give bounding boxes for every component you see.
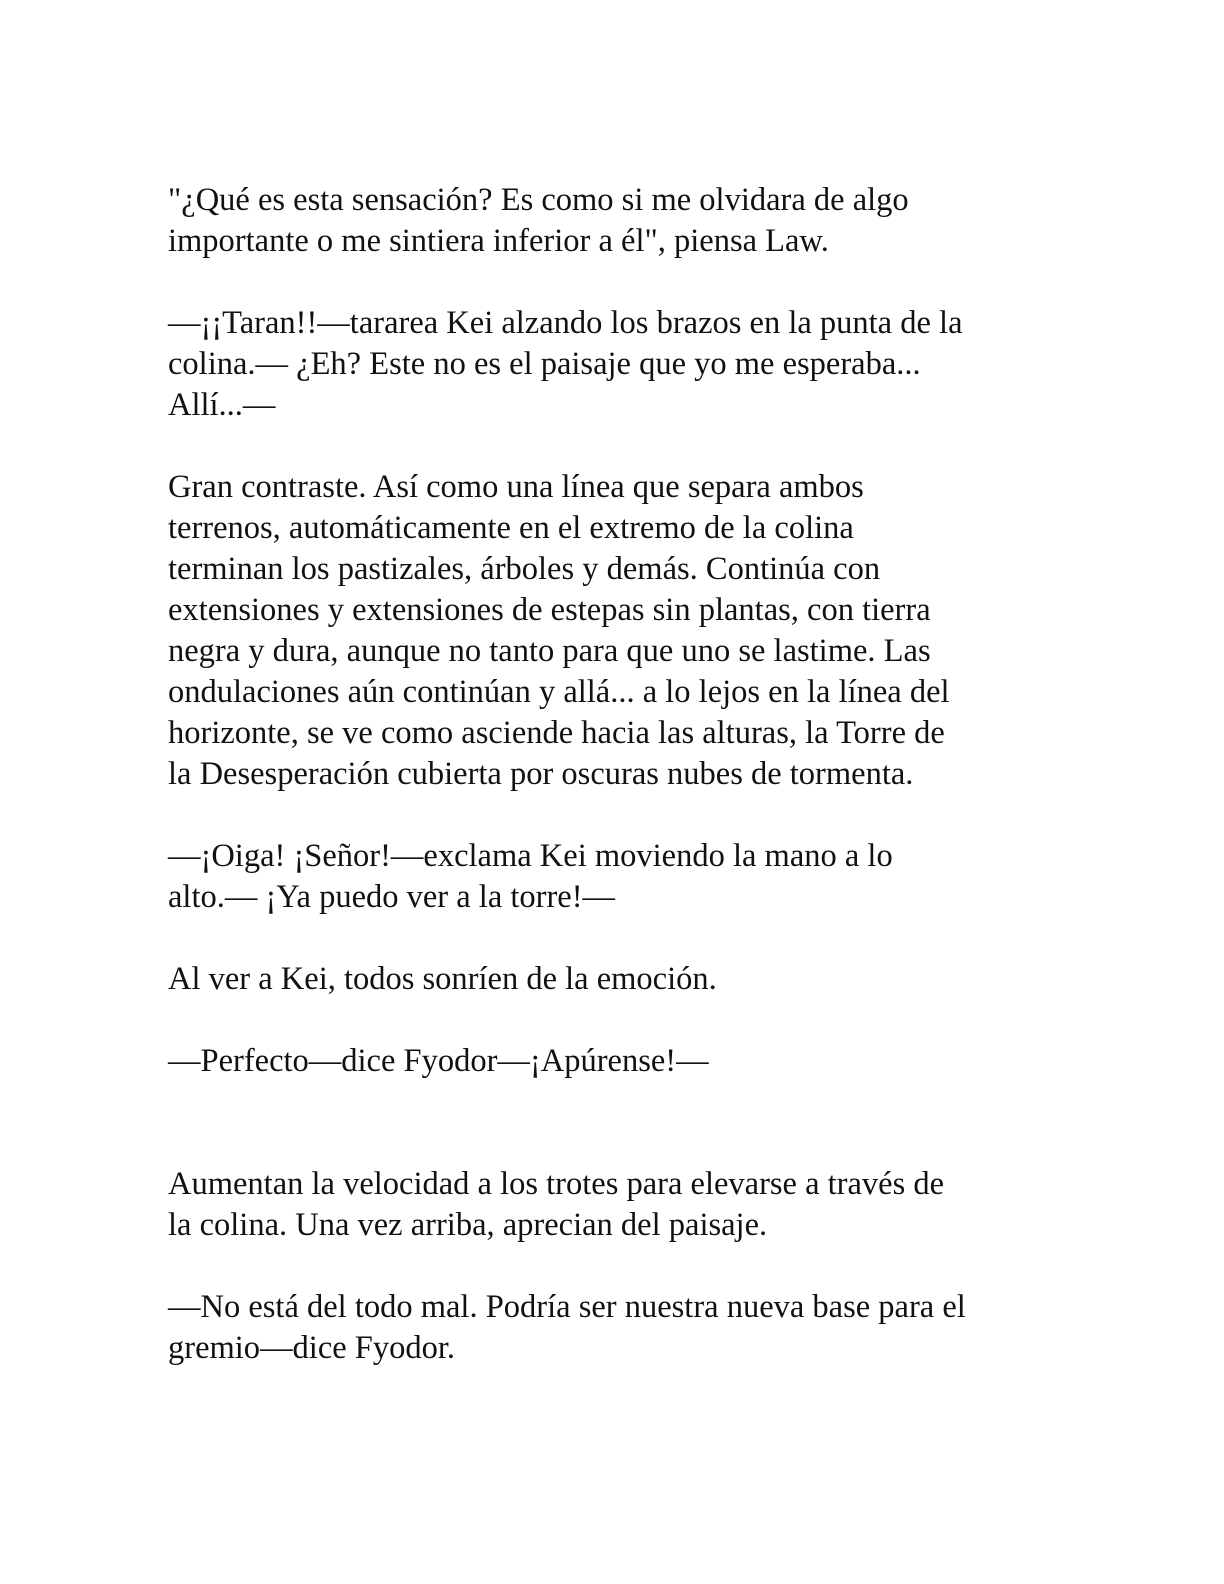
text-line: la Desesperación cubierta por oscuras nubes de tormenta. <box>168 756 914 792</box>
paragraph-kei-taran <box>168 303 1068 426</box>
paragraph-spacer <box>168 426 1068 467</box>
paragraph-spacer <box>168 918 1068 959</box>
paragraph-landscape <box>168 467 1068 795</box>
paragraph-spacer <box>168 262 1068 303</box>
paragraph-kei-oiga <box>168 836 1068 918</box>
text-line: Aumentan la velocidad a los trotes para elevarse a través de <box>168 1166 945 1202</box>
text-line: importante o me sintiera inferior a él", piensa Law. <box>168 223 829 259</box>
text-line: horizonte, se ve como asciende hacia las alturas, la Torre de <box>168 715 945 751</box>
text-line: colina.— ¿Eh? Este no es el paisaje que yo me esperaba... <box>168 346 921 382</box>
paragraph-all-smile <box>168 959 1068 1000</box>
text-line: Gran contraste. Así como una línea que separa ambos <box>168 469 864 505</box>
text-line: —No está del todo mal. Podría ser nuestra nueva base para el <box>168 1289 966 1325</box>
text-line: alto.— ¡Ya puedo ver a la torre!— <box>168 879 616 915</box>
text-line: Al ver a Kei, todos sonríen de la emoción. <box>168 961 717 997</box>
paragraph-spacer <box>168 1000 1068 1041</box>
text-line: negra y dura, aunque no tanto para que uno se lastime. Las <box>168 633 931 669</box>
text-line: terminan los pastizales, árboles y demás. Continúa con <box>168 551 881 587</box>
text-line: terrenos, automáticamente en el extremo de la colina <box>168 510 854 546</box>
text-line: gremio—dice Fyodor. <box>168 1330 456 1366</box>
paragraph-spacer <box>168 795 1068 836</box>
paragraph-spacer-large <box>168 1082 1068 1164</box>
text-line: —Perfecto—dice Fyodor—¡Apúrense!— <box>168 1043 709 1079</box>
paragraph-fyodor-perfecto <box>168 1041 1068 1082</box>
text-line: Allí...— <box>168 387 276 423</box>
text-line: "¿Qué es esta sensación? Es como si me olvidara de algo <box>168 182 909 218</box>
document-page <box>168 180 1068 1369</box>
paragraph-fyodor-base <box>168 1287 1068 1369</box>
text-line: extensiones y extensiones de estepas sin plantas, con tierra <box>168 592 931 628</box>
paragraph-law-thought <box>168 180 1068 262</box>
text-line: —¡¡Taran!!—tararea Kei alzando los brazos en la punta de la <box>168 305 963 341</box>
text-line: —¡Oiga! ¡Señor!—exclama Kei moviendo la mano a lo <box>168 838 893 874</box>
text-line: ondulaciones aún continúan y allá... a lo lejos en la línea del <box>168 674 950 710</box>
text-line: la colina. Una vez arriba, aprecian del paisaje. <box>168 1207 768 1243</box>
paragraph-spacer <box>168 1246 1068 1287</box>
paragraph-speed-up <box>168 1164 1068 1246</box>
